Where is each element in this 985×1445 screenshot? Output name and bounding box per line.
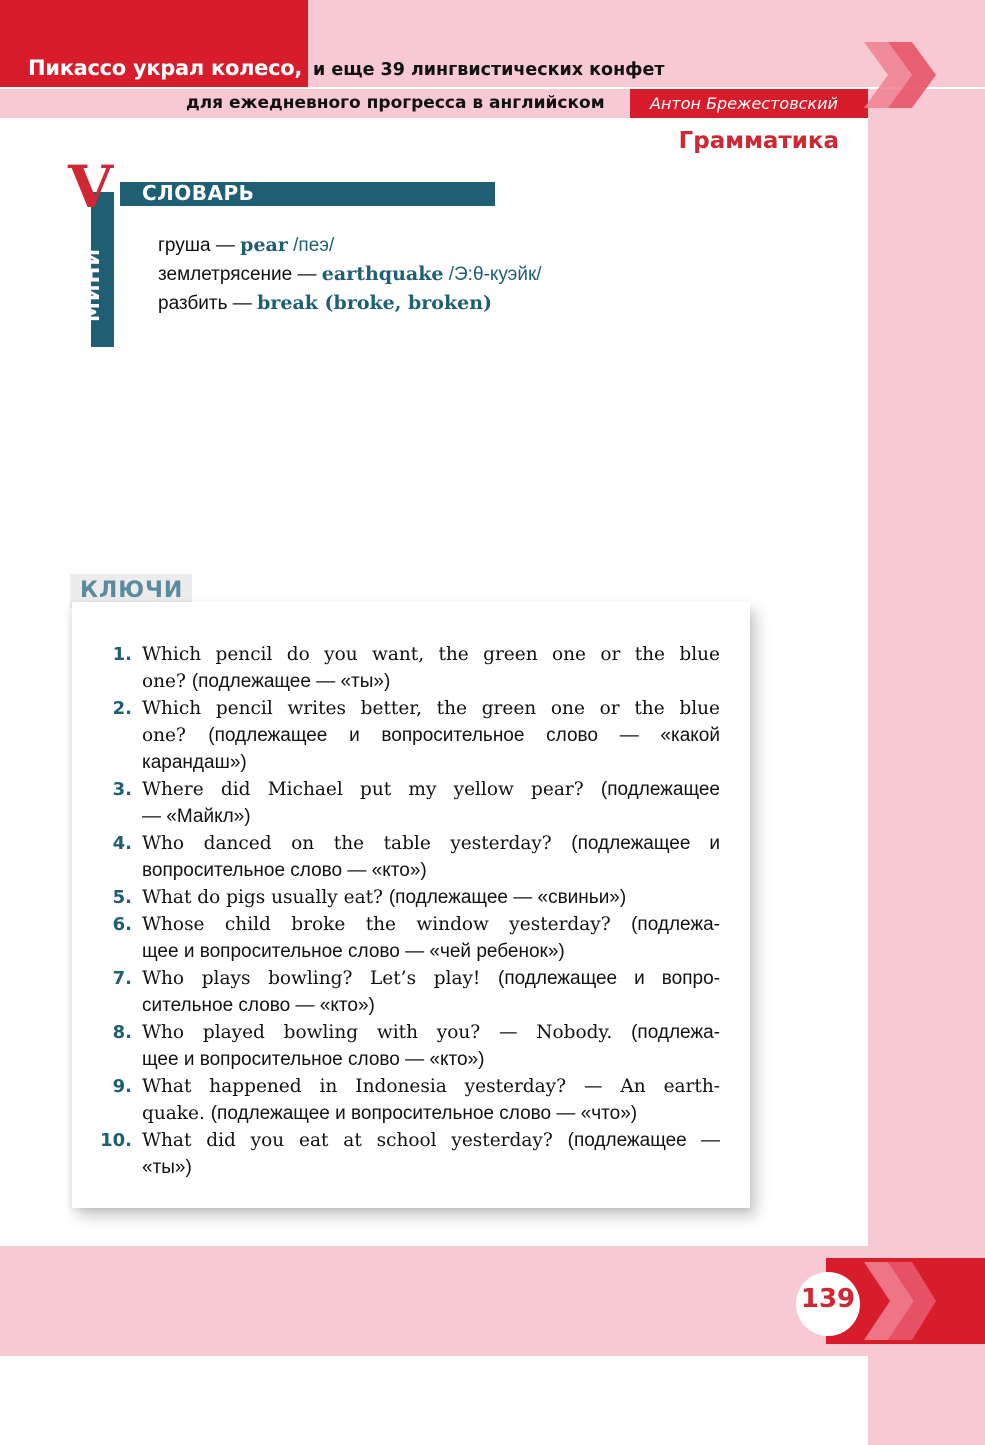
key-answer-note: (подлежа-: [631, 914, 720, 935]
header-divider: [0, 87, 985, 89]
footer-band: [0, 1246, 868, 1356]
book-title-continuation: и еще 39 лингвистических конфет: [313, 60, 665, 80]
mini-dictionary-letter: V: [68, 153, 114, 221]
key-answer-note: карандаш»): [142, 752, 247, 773]
key-answer-english: one?: [142, 671, 192, 692]
book-author: Антон Брежестовский: [650, 94, 838, 113]
right-margin-band: [868, 120, 985, 1445]
key-line: [142, 830, 720, 857]
key-line: [142, 1019, 720, 1046]
key-answer-note: (подлежащее — «ты»): [191, 671, 391, 692]
key-item: [100, 830, 720, 884]
key-item: [100, 965, 720, 1019]
key-answer-note: (подлежащее и: [571, 833, 720, 854]
key-number: 5.: [112, 887, 132, 908]
key-answer-english: Whose child broke the window yesterday?: [142, 914, 632, 935]
key-answer-note: (подлежащее: [600, 779, 720, 800]
key-line: [142, 938, 720, 965]
key-item: [100, 1073, 720, 1127]
key-line: [142, 749, 720, 776]
key-answer-note: щее и вопросительное слово — «чей ребенок»): [142, 941, 565, 962]
key-line: [142, 695, 720, 722]
key-item: [100, 1127, 720, 1181]
key-line: [142, 884, 720, 911]
key-number: 8.: [112, 1022, 132, 1043]
key-line: [142, 776, 720, 803]
key-line: [142, 803, 720, 830]
key-number: 3.: [112, 779, 132, 800]
key-answer-note: (подлежащее и вопросительное слово — «какой: [208, 725, 720, 746]
dictionary-entry-en: earthquake: [321, 263, 444, 285]
key-answer-english: Who plays bowling? Let’s play!: [142, 968, 498, 989]
key-number: 1.: [112, 644, 132, 665]
key-answer-english: Which pencil writes better, the green one or the blue: [142, 698, 720, 719]
key-item: [100, 695, 720, 776]
dictionary-entry: [158, 234, 334, 257]
key-line: [142, 911, 720, 938]
key-answer-note: (подлежащее и вопросительное слово — «что»): [210, 1103, 638, 1124]
dictionary-entry: [158, 292, 492, 315]
key-line: [142, 1100, 720, 1127]
key-line: [142, 1127, 720, 1154]
key-answer-english: Who played bowling with you? — Nobody.: [142, 1022, 632, 1043]
key-answer-english: What do pigs usually eat?: [142, 887, 389, 908]
key-number: 4.: [112, 833, 132, 854]
key-line: [142, 722, 720, 749]
key-line: [142, 668, 720, 695]
key-number: 2.: [112, 698, 132, 719]
key-number: 10.: [100, 1130, 132, 1151]
dictionary-entry-ru: землетрясение —: [158, 264, 322, 285]
dictionary-entry-transcription: /Э:θ-куэйк/: [443, 264, 542, 285]
key-answer-english: quake.: [142, 1103, 211, 1124]
page-number: 139: [800, 1284, 856, 1314]
key-number: 7.: [112, 968, 132, 989]
key-answer-note: щее и вопросительное слово — «кто»): [142, 1049, 485, 1070]
key-line: [142, 1154, 720, 1181]
key-answer-english: one?: [142, 725, 209, 746]
footer-chevron-icon: [858, 1258, 938, 1344]
key-answer-note: — «Майкл»): [142, 806, 251, 827]
key-line: [142, 965, 720, 992]
key-item: [100, 641, 720, 695]
key-item: [100, 1019, 720, 1073]
dictionary-entry-en: break (broke, broken): [257, 292, 493, 314]
key-answer-note: «ты»): [142, 1157, 192, 1178]
key-answer-note: (подлежа-: [631, 1022, 720, 1043]
key-answer-note: (подлежащее —: [567, 1130, 720, 1151]
dictionary-title: СЛОВАРЬ: [142, 181, 255, 205]
key-line: [142, 1073, 720, 1100]
book-subtitle: для ежедневного прогресса в английском: [186, 93, 605, 113]
key-answer-english: Which pencil do you want, the green one or the blue: [142, 644, 720, 665]
key-answer-english: What happened in Indonesia yesterday? — An earth-: [142, 1076, 720, 1097]
header-chevron-icon: [858, 38, 938, 112]
key-answer-note: (подлежащее и вопро-: [498, 968, 720, 989]
key-item: [100, 884, 720, 911]
key-answer-note: вопросительное слово — «кто»): [142, 860, 427, 881]
dictionary-entry-ru: груша —: [158, 235, 241, 256]
key-answer-english: Who danced on the table yesterday?: [142, 833, 572, 854]
key-answer-english: Where did Michael put my yellow pear?: [142, 779, 601, 800]
dictionary-entry-ru: разбить —: [158, 293, 258, 314]
key-line: [142, 857, 720, 884]
book-title-main: Пикассо украл колесо,: [28, 56, 303, 80]
key-answer-english: What did you eat at school yesterday?: [142, 1130, 568, 1151]
section-label: Грамматика: [678, 128, 839, 154]
key-item: [100, 911, 720, 965]
key-number: 6.: [112, 914, 132, 935]
dictionary-entry-transcription: /пеэ/: [287, 235, 335, 256]
key-line: [142, 992, 720, 1019]
dictionary-entry: [158, 263, 542, 286]
key-answer-note: (подлежащее — «свиньи»): [388, 887, 627, 908]
key-answer-note: сительное слово — «кто»): [142, 995, 375, 1016]
keys-title: КЛЮЧИ: [80, 578, 184, 603]
key-line: [142, 1046, 720, 1073]
dictionary-entry-en: pear: [240, 234, 288, 256]
header-divider-bottom: [0, 118, 868, 120]
key-line: [142, 641, 720, 668]
mini-dictionary-side-label: МИНИ: [80, 247, 104, 322]
key-number: 9.: [112, 1076, 132, 1097]
key-item: [100, 776, 720, 830]
